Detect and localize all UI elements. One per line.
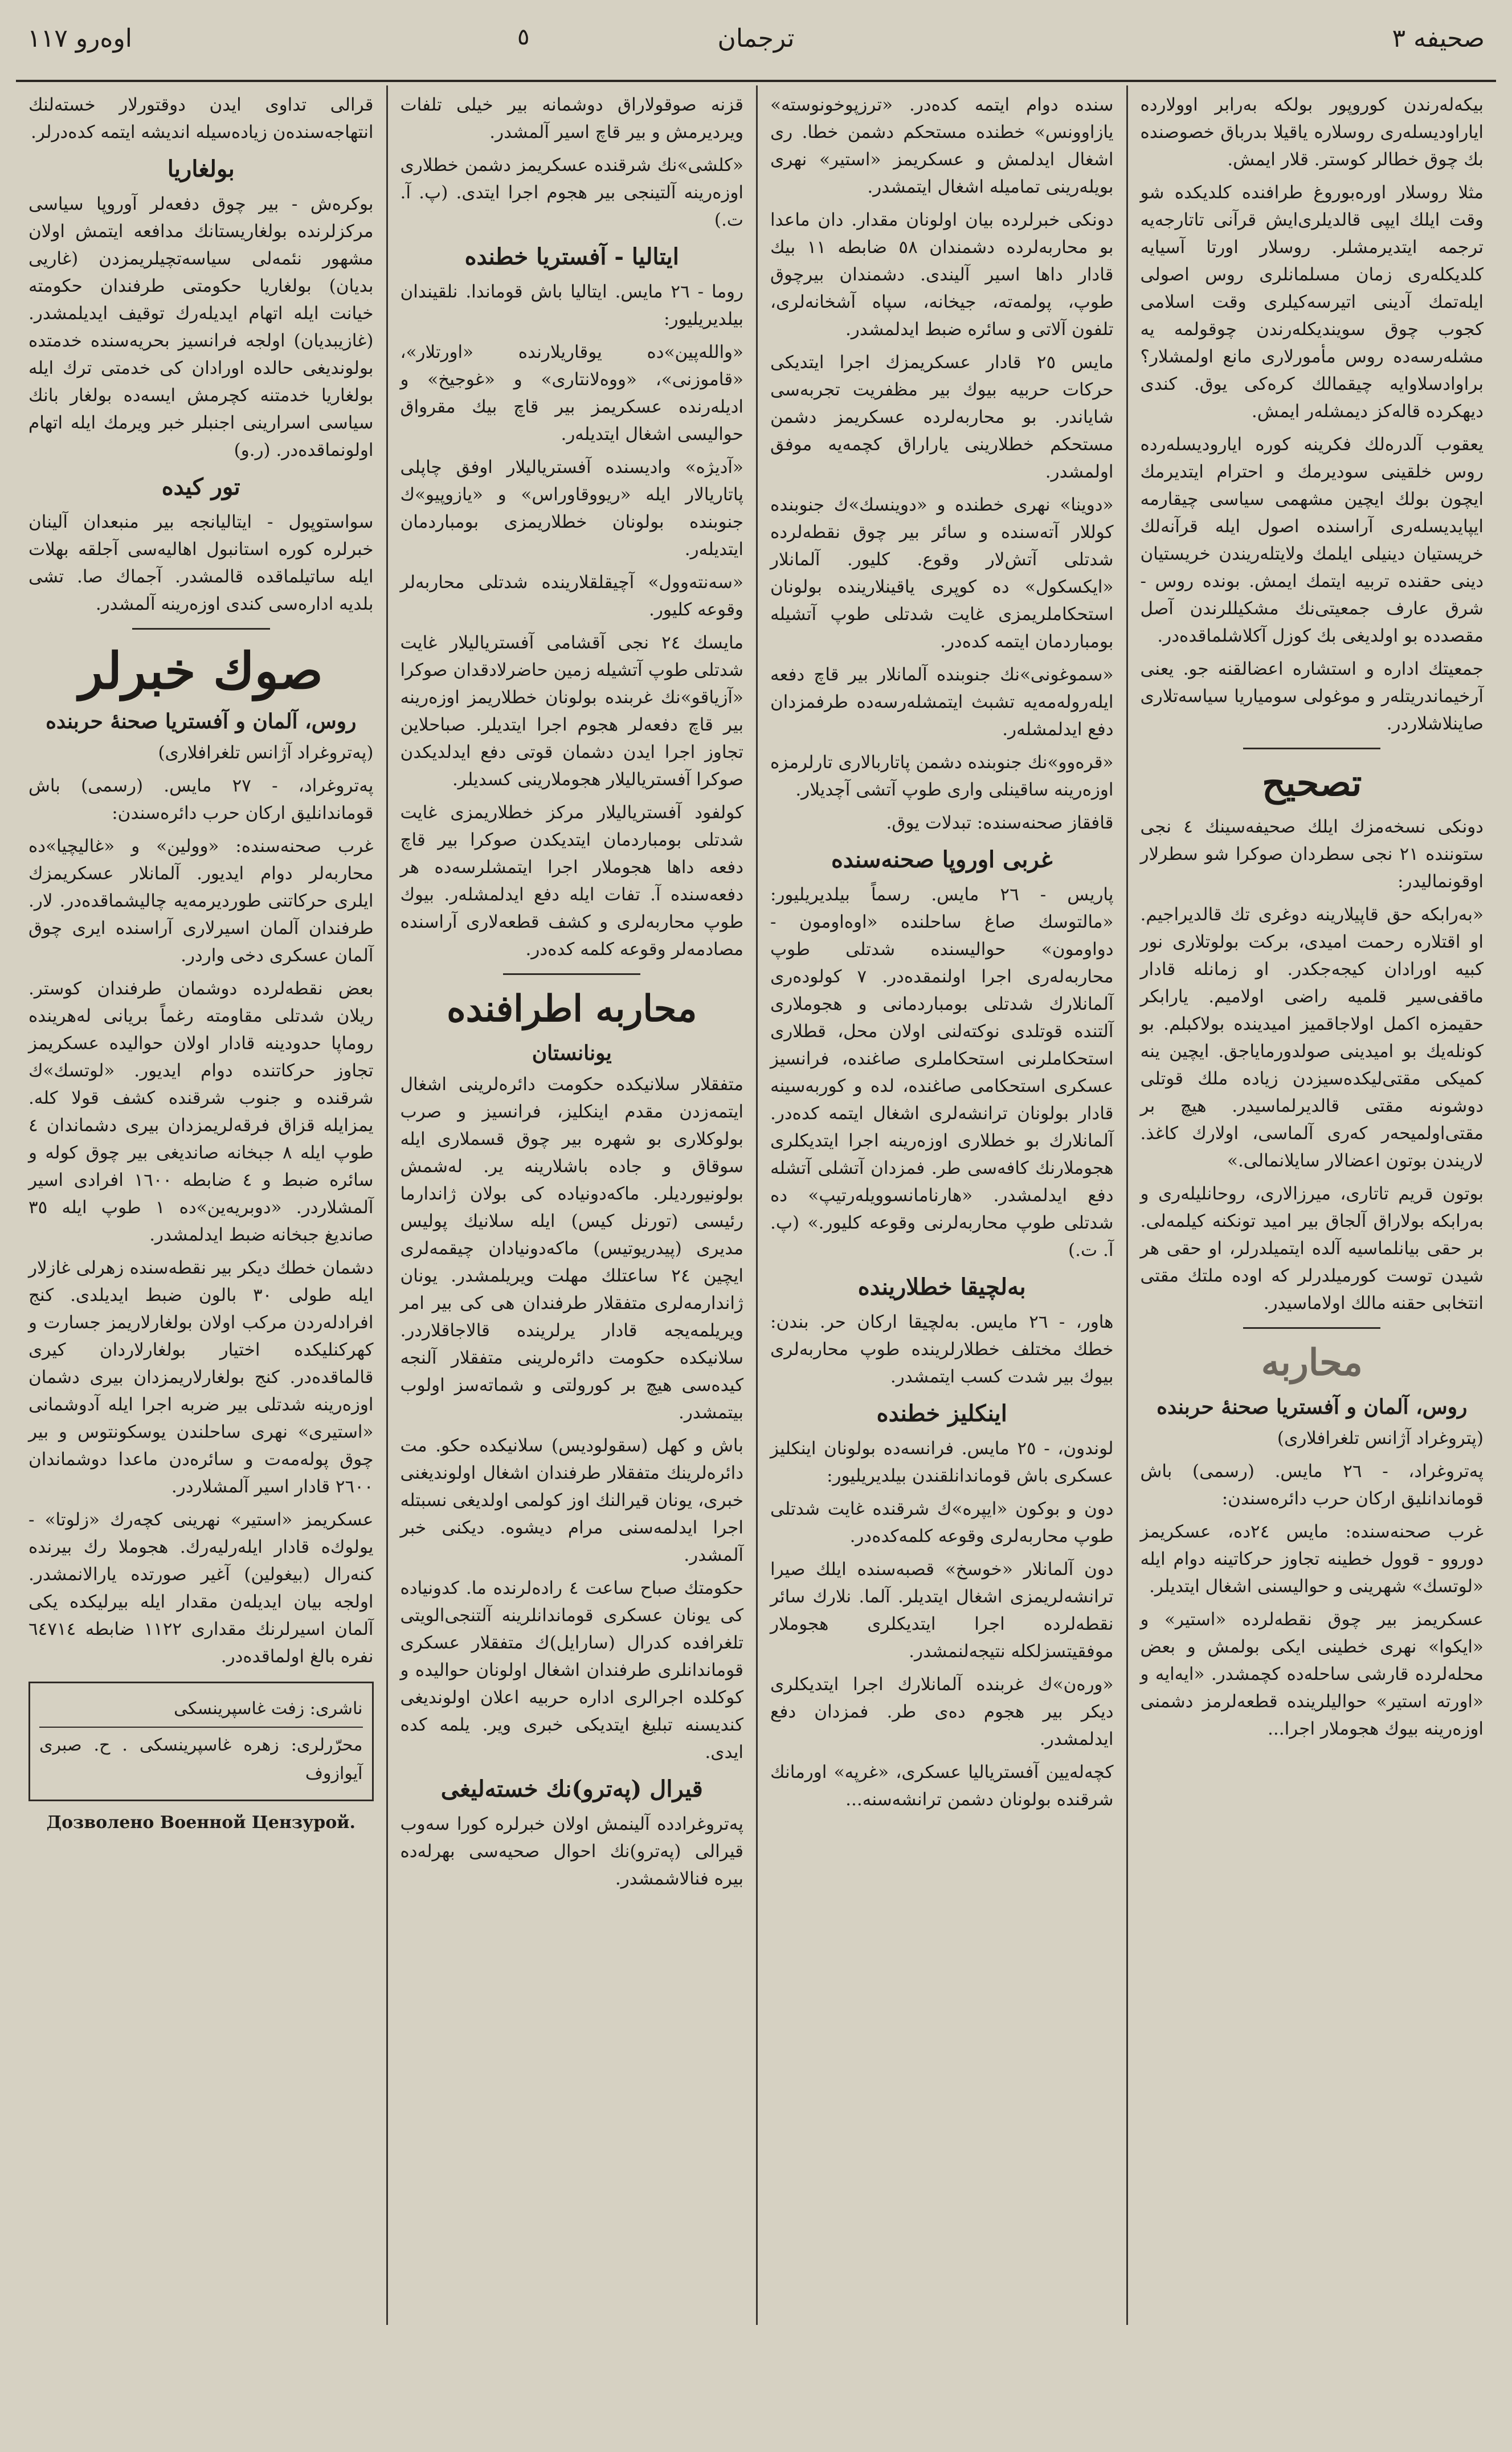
censor-note: Дозволено Военной Цензурой. — [46, 1813, 355, 1833]
article-paragraph: «سموغونی»نك جنوبنده آلمانلار بیر قاچ دفعه ایلەرولەمەیه تشبث ایتمشلەرسەده طرفمزدان دفع ایدلمشلەر. — [770, 664, 1114, 740]
section-heading: محاربه — [1261, 1341, 1363, 1384]
article-paragraph: بوکرەش - بیر چوق دفعه‌لر آوروپا سیاسی مرکزلرنده بولغاریستانك مدافعه ایتمش اولان مشهور نئمەلی سیاسه‌تچیلریمزدن (غاریی بدیان) بولغاریا حکومتی طرفندان حکومته خیانت ایله اتهام ایدیله‌رك توقیف ایدیلمشدر. (غازیبدیان) اولجه فرانسیز بحریه‌سنده خدمتده بولوندیغی حالده اورادان کی خدمتی ترك ایله بولغاریا خدمتنه کچرمش ایسه‌ده بولغار بانك سیاسی اسرارینی اجنبلر خبر ویرمك ایله اتهام اولونماقده‌در. (ر.و) — [28, 194, 374, 460]
article-paragraph: عسکریمز بیر چوق نقطه‌لرده «استیر» و «ایکوا» نهری خطینی ایکی بولمش و بعض محله‌لرده قارشی ساحله‌ده کچمشدر. «ایه‌ایه و «اورته استیر» حوالیلرینده قطعه‌لرمز دشمنی اوزەرینه بیوك هجوملار اجرا... — [1140, 1609, 1484, 1739]
section-divider — [1243, 1327, 1380, 1329]
article-paragraph: پەتروغراد، - ٢٦ مایس. (رسمی) باش قوماندانلیق ارکان حرب دائره‌سندن: — [1140, 1461, 1484, 1509]
article-paragraph: دشمان خطك دیکر بیر نقطه‌سنده زهرلی غازلار ایله طولی ٣٠ بالون ضبط ایدیلدی. کنج افرادلەردن مرکب اولان بولغارلاریمز جسارت و کهرکنلیکده اختیار بولغارلاردان کیری قالماقده‌در. کنج بولغارلاریمزدان بیری دشمان اوزەرینه شدتلی بیر ضربه اجرا ایله آدوشمانی «استیری» نهری ساحلندن یوسکونتوس و بیر چوق پولەمه‌ت و سائره‌دن ماعدا دوشماندان ٢٦٠٠ قادار اسیر آلمشلاردر. — [28, 1258, 374, 1497]
article-paragraph: یعقوب آلدرەلك فکرینه کوره ایارودیسلەرده روس خلقینی سودیرمك و احترام ایتدیرمك ایچون بولك ایچین مشهمی سیاسی چیقارمه ایپایدیسلەری آراسنده اصول ایله قرآنەلك خریستیان دینیلی ایلمك ولایتلەریندن خریستیان دینی حقنده تربیه ایتمك ایمش. بونده روس - شرق عارف جمعیتی‌نك مشکیللرندن آصل مقصدده بو اولدیغی بك کوزل آکلاشلماقدەدر. — [1140, 434, 1484, 646]
article-paragraph: بعض نقطه‌لرده دوشمان طرفندان کوستر. ریلان شدتلی مقاومته رغماً بریانی لەهرینده روماپا حدودینه قادار اولان حوالیده عسکریمز تجاوز حرکاتنده دوام ایدیور. «لوتسك»ك شرقنده و جنوب شرقنده کشف قولا کله. یمزایله قزاق فرقه‌لریمزدان بیری دشماندان ٤ طوپ ایله ٨ جبخانه صاندیغی بیر چوق کوله و سائره ضبط و ٤ ضابطه ١٦٠٠ افرادی اسیر آلمشلاردر. «دوبریەین»ده ١ طوپ ایله ٣٥ صاندیغ جبخانه ضبط ایدلمشدر. — [28, 978, 374, 1245]
article-subheading: روس، آلمان و آفستریا صحنهٔ حربنده — [46, 709, 357, 733]
article-paragraph: پەتروغرادده آلینمش اولان خبرلره کورا سەوب قیرالی (پەترو)نك احوال صحیه‌سی بهرلەده بیره فنالاشمشدر. — [400, 1814, 743, 1889]
article-paragraph: مایسك ٢٤ نجی آقشامی آفستریالیلار غایت شدتلی طوپ آتشیله زمین حاضرلادقدان صوکرا «آزیاقو»نك غربنده بولونان خطلاریمز اوزەرینه بیر قاچ دفعه‌لر هجوم اجرا ایتدیلر. صباحلاین تجاوز اجرا ایدن دشمان قوتی دفع ایدلدیکدن صوکرا آفستریالیلار هجوملارینی کسدیلر. — [400, 633, 743, 790]
article-paragraph: (پەتروغراد آژانس تلغرافلاری) — [158, 742, 374, 763]
issue-label: اوەرو ۱۱۷ — [27, 24, 132, 53]
article-subheading: یونانستان — [532, 1041, 612, 1065]
article-paragraph: مایس ٢٥ قادار عسکریمزك اجرا ایتدیکی حرکات حربیه بیوك بیر مظفریت تجربه‌سی شایاندر. بو محاربه‌لرده عسکریمز دشمن مستحکم خطلارینی یاراراق کچمەیه موفق اولمشدر. — [770, 352, 1114, 482]
article-subheading: روس، آلمان و آفستریا صحنهٔ حربنده — [1157, 1395, 1468, 1419]
article-columns — [16, 85, 1496, 2325]
article-paragraph: «کلشی»نك شرقنده عسکریمز دشمن خطلاری اوزەرینه آلتینجی بیر هجوم اجرا ایتدی. (پ. آ. ت.) — [400, 155, 743, 230]
credit-line: محرّرلری: زهرە غاسپرینسکی . ح. صبری آیوازوف — [39, 1735, 363, 1784]
article-paragraph: دونکی نسخه‌مزك ایلك صحیفه‌سینك ٤ نجی ستوننده ٢١ نجی سطردان صوکرا شو سطرلار اوقونماليدر: — [1140, 817, 1484, 892]
article-paragraph: پەتروغراد، - ٢٧ مایس. (رسمی) باش قوماندانلیق ارکان حرب دائره‌سندن: — [28, 776, 374, 823]
credit-line: ناشری: زفت غاسپرینسکی — [39, 1691, 363, 1728]
article-paragraph: غرب صحنه‌سنده: مایس ٢٤ده، عسکریمز دوروو - قوول خطینه تجاوز حرکاتینه دوام ایله «لوتسك» شهرینی و حوالیسنی اشغال ایتدیلر. — [1140, 1521, 1484, 1597]
article-paragraph: «ورەن»ك غربنده آلمانلارك اجرا ایتدیکلری دیکر بیر هجوم ده‌ی طر. فمزدان دفع ایدلمشدر. — [770, 1674, 1114, 1749]
article-paragraph: پاریس - ٢٦ مایس. رسماً بیلدیریلیور: «مالتوسك صاغ ساحلنده «اوەاومون - دواومون» حوالیسنده شدتلی طوپ محاربه‌لەری اجرا اولنمقدەدر. ٧ کولوده‌ری آلمانلارك شدتلی بومباردمانی و هجوملاری آلتنده قوتلدی نوکتەلنی اولان محل، قطلاری استحکاملرنی استحکاملری صاغنده، فرانسیز عسکری استحکامی صاغنده، لده و کوربەسینه قادار بولونان ترانشەلری اشغال ایتمه کده‌در. آلمانلارك بو خطلاری اوزەرینه اجرا ایتدیکلری هجوملارنك کافه‌سی طر. فمزدان آتشلی آتشله دفع ایدلمشدر. «هارنامانسوویلەرتیپ» ده شدتلی طوپ محاربه‌لرنی وقوعه کلیور.» (پ. آ. ت.) — [770, 884, 1114, 1260]
article-paragraph: قرالی تداوی ایدن دوقتورلار خسته‌لنك انتهاجه‌سنده‌ن زیاده‌سیله اندیشه ایتمه کده‌درلر. — [28, 95, 374, 142]
section-heading: صوك خبرلر — [79, 641, 323, 700]
article-paragraph: بیکەلەرندن کوروپور بولکه بەرابر اوولارده ایاراودیسلەری روسلاره یاقیلا بدرباق خصوصنده بك چوق خطالر کوستر. قلار ایمش. — [1140, 95, 1484, 170]
article-paragraph: مثلا روسلار اوره‌بوروغ طرافنده کلدیکده شو وقت ایلك ایپی قالدیلری‌ایش قرآنی تاتارجه‌یه ترجمه ایتدیرمشلر. روسلار اورتا آسیایه کلدیکلەری زمان مسلمانلری روس اصولی ایلەتمك آدینی اتیرسەکیلری وقت اسلامی کجوب چوق سویندیکلەرندن چوقولمه یه مشلەرسەده روس مأمورلاری مانع اولمشلار؟ براوادسلاوایه چیقمالك کرەکی یوق. کندی دیهکرده قالەکز دیمشلەر ایمش. — [1140, 182, 1484, 422]
article-heading: بەلچیقا خطلارینده — [857, 1274, 1026, 1300]
article-paragraph: «دوینا» نهری خطنده و «دوینسك»ك جنوبنده کوللار آتەسنده و سائر بیر چوق نقطه‌لرده شدتلی آتش‌لار وقوع. کلیور. آلمانلار «ایکسکول» ده کوپری یاقینلارینده بولونان استحکاملریمزی غایت شدتلی طوپ آتشیله بومباردمان ایتمه کده‌در. — [770, 495, 1114, 652]
column-1 — [1126, 85, 1497, 2325]
article-paragraph: باش و کهل (سقولودیس) سلانیکده حکو. مت دائره‌لرینك متفقلار طرفندان اشغال اولوندیغنی خبری، یونان قیرالنك اوز کولمی اولدیغی نسبتله اجرا ایدلمەسنی مرام دیشوه. دیکنی خبر آلمشدر. — [400, 1435, 743, 1565]
article-heading: قیرال (پەترو)نك خسته‌لیغی — [440, 1776, 703, 1802]
column-3 — [386, 85, 757, 2325]
page-label: صحیفه ۳ — [1392, 24, 1485, 53]
column-2 — [756, 85, 1126, 2325]
article-paragraph: روما - ٢٦ مایس. ایتالیا باش قوماندا. نلقیندان بیلدیریلیور: — [400, 281, 743, 329]
article-paragraph: متفقلار سلانیکده حکومت دائره‌لرینی اشغال ایتمەزدن مقدم اینکلیز، فرانسیز و صرب بولوکلاری بو شهره بیر چوق قسملاری ایله سوقاق و جاده باشلارینه یر. لەشمش بولونیوردیلر. ماکەدونیاده کی بولان ژاندارما رئیسی (تورنل کیس) ایله سلانیك پولیس مدیری (پیدریوتیس) ماکەدونیادان چیقمەلری ایچین ٢٤ ساعتلك مهلت ویریلمشدر. یونان ژاندارمه‌لری متفقلار طرفندان هی کی بیر امر ویریلمه‌یجه قادار یرلرینده قالاجاقلاردر. سلانیکده حکومت دائره‌لرینی متفقلار آلنجه کیده‌سی هیچ بر کورولتی و شماتەسز اولوب بیتمشدر. — [400, 1074, 744, 1423]
page-header — [16, 11, 1496, 82]
article-paragraph: قزنه صوقولاراق دوشمانه بیر خیلی تلفات ویردیرمش و بیر قاچ اسیر آلمشدر. — [400, 95, 743, 142]
article-paragraph: دون آلمانلار «خوسخ» قصبه‌سنده ایلك صیرا ترانشه‌لریمزی اشغال ایتدیلر. آلما. نلارك سائر نقطه‌لرده اجرا ایتدیکلری هجوملار موفقیتسزلکله نتیجه‌لنمشدر. — [770, 1559, 1114, 1662]
article-heading: تور کیده — [161, 474, 240, 500]
article-paragraph: لوندون، - ٢٥ مایس. فرانسه‌ده بولونان اینکلیز عسکری باش قوماندانلقندن بیلدیریلیور: — [770, 1438, 1114, 1486]
article-paragraph: جمعیتك اداره و استشاره اعضالقنه جو. یعنی آرخیماندریتلەر و موغولی سومیاریا سیاسەتلاری صاینلاشلاردر. — [1140, 659, 1484, 734]
masthead-title: ترجمان — [717, 24, 795, 53]
article-paragraph: دون و بوکون «ایپرە»ك شرقنده غایت شدتلی طوپ محاربه‌لری وقوعه کلمەکده‌در. — [770, 1499, 1114, 1547]
masthead-credits — [28, 1682, 374, 1801]
article-paragraph: «آدیژه» وادیسنده آفستریالیلار اوفق چاپلی پاتاریالار ایله «ریووقاوراس» و «یازوپیو»ك جنوبنده بولونان خطلاریمزی بومباردمان ایتدیلەر. — [400, 457, 743, 560]
article-paragraph: بوتون قریم تاتاری، میرزالاری، روحانلیلەری و بەرابکه بولاراق آلجاق بیر امید تونکنه کیلمەلی. بر حقی بیانلماسیه آلده ایتمیلدرلر، او حقی هر شیدن توست کورمیلدرلر که اوده ملتك مقتی انتخابی حقنه مالك اولاماسیدر. — [1140, 1184, 1484, 1313]
article-heading: ایتالیا - آفستریا خطنده — [464, 243, 679, 270]
section-heading: محاربه اطرافنده — [447, 988, 697, 1030]
article-paragraph: حکومتك صباح ساعت ٤ راده‌لرنده ما. کدونیاده کی یونان عسکری قوماندانلرینه آلتنجی‌الویتی تلغرافده کدرال (سارایل)ك متفقلار عسکری قوماندانلری طرفندان اشغال اولونان حوالیده و کوکلده اجرالری اداره حربیه اعلان اولوندیغی کندیسنه تبلیغ ایتدیکی خبری ویر. یلمه کده ایدی. — [400, 1578, 744, 1762]
article-paragraph: «سەنتەوول» آچیقلقلارینده شدتلی محاربه‌لر وقوعه کلیور. — [400, 572, 743, 620]
section-divider — [132, 628, 270, 630]
article-heading: اینکلیز خطنده — [876, 1400, 1007, 1427]
article-paragraph: هاور، - ٢٦ مایس. بەلچیقا ارکان حر. بندن: خطك مختلف خطلارلرینده طوپ محاربه‌لری بیوك بیر شدت کسب ایتمشدر. — [770, 1312, 1114, 1387]
article-paragraph: کولفود آفستریالیلار مرکز خطلاریمزی غایت شدتلی بومباردمان ایتدیکدن صوکرا بیر قاچ دفعه داها هجوملار اجرا ایتمشلرسەده هر دفعه‌سنده آ. تفات ایله دفع ایدلمشلەر. بیوك طوپ محاربه‌لری و کشف قطعەلاری آراسنده مصادمه‌لر وقوعه کلمه کده‌در. — [400, 802, 743, 960]
article-heading: غربی اوروپا صحنه‌سنده — [831, 846, 1053, 873]
article-paragraph: غرب صحنه‌سنده: «وولین» و «غالیچیا»ده محاربه‌لر دوام ایدیور. آلمانلار عسکریمزك ایلری حرکاتنی طوردیرمه‌یه چالیشماقده‌در. لار. طرفندان آلمان اسیرلاری آراسنده ایری چوق آلمان عسکری دخی واردر. — [28, 836, 374, 966]
section-heading: تصحیح — [1262, 762, 1362, 805]
article-paragraph: دونکی خبرلرده بیان اولونان مقدار. دان ماعدا بو محاربه‌لرده دشمندان ٥٨ ضابطه ١١ بیك قادار داها اسیر آلیندی. دشمندان بیرچوق طوپ، پولمه‌تە، جیخانه، سپاه آشخانه‌لری، تلفون آلاتی و سائره ضبط ایدلمشدر. — [770, 210, 1114, 340]
article-paragraph: سنده دوام ایتمه کده‌در. «ترزپوخونوستە» یازاوونس» خطنده مستحکم دشمن خطا. ری اشغال ایدلمش و عسکریمز «استیر» نهری بویلەرینی تمامیله اشغال ایتمشدر. — [770, 95, 1114, 197]
article-paragraph: سواستوپول - ایتالیانجه بیر منبعدان آلینان خبرلره کوره استانبول اهالیه‌سی آجلقه بهلات ایله ساتیلماقده قالمشدر. آجماك صا. تشی بلدیه اداره‌سی کندی اوزەرینه آلمشدر. — [28, 512, 374, 614]
article-paragraph: «بەرابکه حق قاپیلارینه دوغری تك قالدیراجیم. او اقتلارە رحمت امیدی، برکت بولوتلاری نور کبیه اورادان کیجەجکدر. او زمانلە قادار ماقفی‌سیر قلمیه راضی اولامیم. یارابکر حقیمزه اکمل اولاجاقمیز امیدینده بولاکبلم. بو کونلەیك بو امیدینی صولدورمایاجق. ایچین ینه کمیکی مقتی‌لیکدەسیزدن زیاده ملك قوتلی دوشونه مقتی قالدیرلماسیدر. هیچ بر مقتی‌اولمیحه‌ر کەری آلماسی، اولارك کاغذ. لاریندن بوتون اعضالار سایلانمالی.» — [1140, 904, 1484, 1171]
article-paragraph: عسکریمز «استیر» نهرینی کچه‌رك «زلوتا» - یولوك‌ه قادار ایلەرلیه‌رك. هجوملا رك بیرنده کنه‌رال (بیغولین) آغیر صورتده یارالانمشدر. اولجه بیان ایدیلەن مقدار ایله بیرلیکده یکی آلمان اسیرلرنك مقداری ١١٢٢ ضابطه ٦٤٧١٤ نفره بالغ اولماقده‌در. — [28, 1509, 374, 1667]
column-4 — [16, 85, 386, 2325]
page-number: ٥ — [517, 24, 530, 50]
section-divider — [503, 973, 640, 975]
article-heading: بولغاریا — [167, 156, 235, 182]
article-paragraph: قافقاز صحنه‌سنده: تبدلات یوق. — [886, 813, 1114, 833]
article-paragraph: (پتروغراد آژانس تلغرافلاری) — [1277, 1428, 1484, 1449]
article-paragraph: کچه‌لەیین آفستریالیا عسکری، «غرپه» اورمانك شرقنده بولونان دشمن ترانشه‌سنه... — [770, 1762, 1114, 1810]
article-paragraph: «واللەپین»ده یوقاریلارنده «اورتلار»، «قاموزنی»، «ووەلانتاری» و «غوجیخ» و ادیله‌رنده عسکریمز بیر قاچ بیك مقرواق حوالیسی اشغال ایتدیلەر. — [400, 342, 743, 444]
article-paragraph: «قرەوو»نك جنوبنده دشمن پاتاربالاری تارلرمزه اوزه‌رینه ساقینلی واری طوپ آتشی آچدیلار. — [770, 752, 1114, 800]
section-divider — [1243, 748, 1380, 749]
